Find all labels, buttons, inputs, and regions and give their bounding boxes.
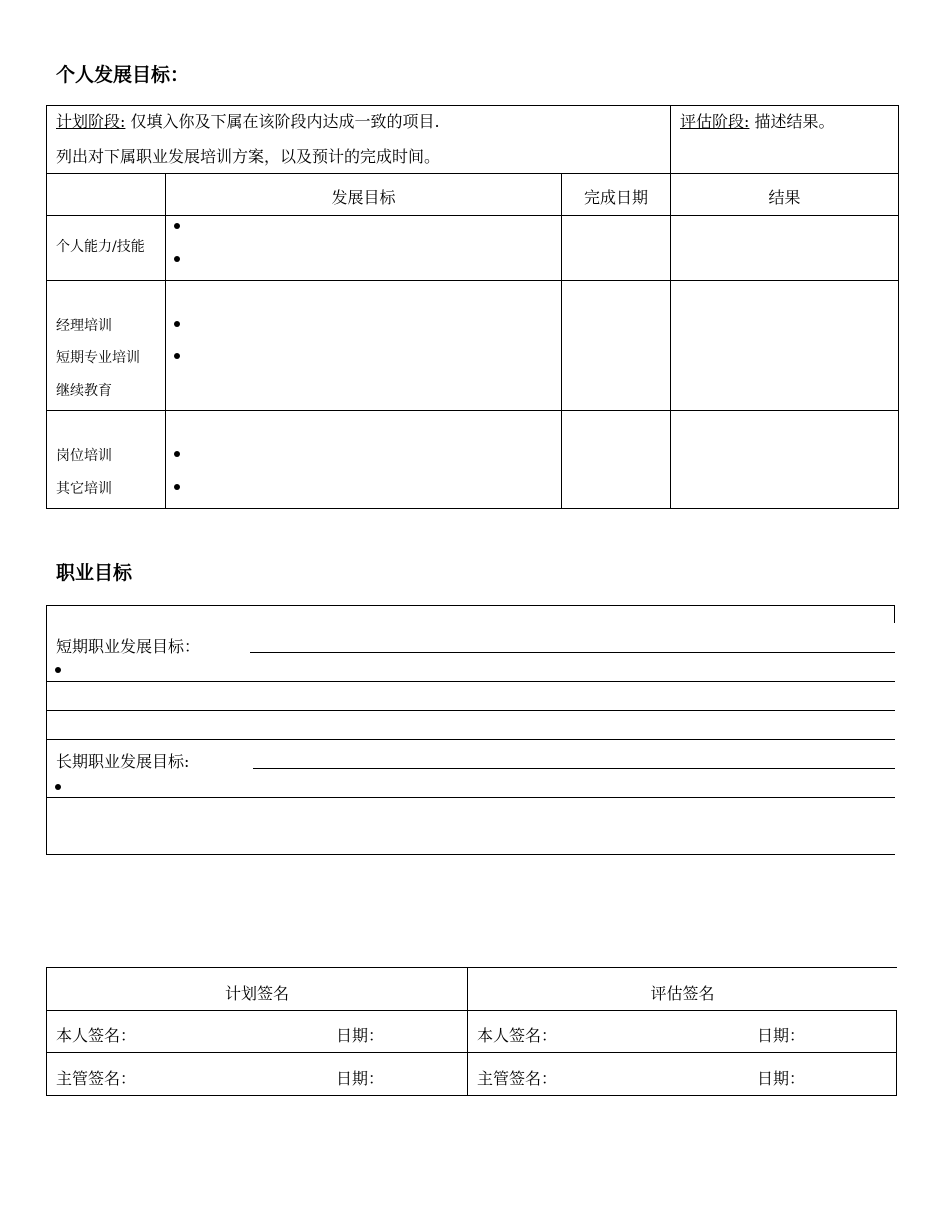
eval-manager-date-label: 日期：	[757, 1069, 806, 1088]
long-term-goal-label: 长期职业发展目标:	[56, 752, 190, 771]
bullet-icon	[174, 256, 180, 262]
bullet-icon	[55, 784, 61, 790]
bullet-icon	[174, 484, 180, 490]
eval-self-signature-label: 本人签名：	[477, 1026, 558, 1045]
bullet-icon	[174, 223, 180, 229]
bullet-icon	[55, 667, 61, 673]
row-label-job-training: 岗位培训	[56, 448, 112, 464]
column-header-goal: 发展目标	[331, 188, 396, 207]
plan-manager-date-label: 日期：	[336, 1069, 385, 1088]
bullet-icon	[174, 353, 180, 359]
plan-stage-label: 计划阶段:	[56, 112, 126, 131]
plan-stage-instructions	[56, 109, 440, 132]
section-title-career-goals: 职业目标	[56, 562, 133, 584]
eval-stage-text: 描述结果。	[754, 112, 835, 131]
eval-self-date-label: 日期：	[757, 1026, 806, 1045]
plan-stage-text: 仅填入你及下属在该阶段内达成一致的项目.	[130, 112, 440, 131]
plan-manager-signature-label: 主管签名：	[56, 1069, 137, 1088]
plan-self-signature-label: 本人签名：	[56, 1026, 137, 1045]
plan-stage-text-2: 列出对下属职业发展培训方案，以及预计的完成时间。	[56, 147, 441, 166]
eval-signature-header: 评估签名	[650, 984, 715, 1003]
row-label-other-training: 其它培训	[56, 481, 112, 497]
eval-manager-signature-label: 主管签名：	[477, 1069, 558, 1088]
row-label-skills: 个人能力/技能	[56, 239, 145, 255]
row-label-continuing-education: 继续教育	[56, 383, 112, 399]
column-header-date: 完成日期	[583, 188, 648, 207]
eval-stage-instructions	[680, 109, 835, 132]
plan-self-date-label: 日期：	[336, 1026, 385, 1045]
eval-stage-label: 评估阶段:	[680, 112, 750, 131]
plan-signature-header: 计划签名	[224, 984, 289, 1003]
bullet-icon	[174, 321, 180, 327]
row-label-manager-training: 经理培训	[56, 318, 112, 334]
column-header-result: 结果	[768, 188, 801, 207]
row-label-short-training: 短期专业培训	[56, 350, 140, 366]
short-term-goal-label: 短期职业发展目标：	[56, 637, 201, 656]
section-title-personal-goals: 个人发展目标：	[56, 64, 190, 86]
bullet-icon	[174, 451, 180, 457]
